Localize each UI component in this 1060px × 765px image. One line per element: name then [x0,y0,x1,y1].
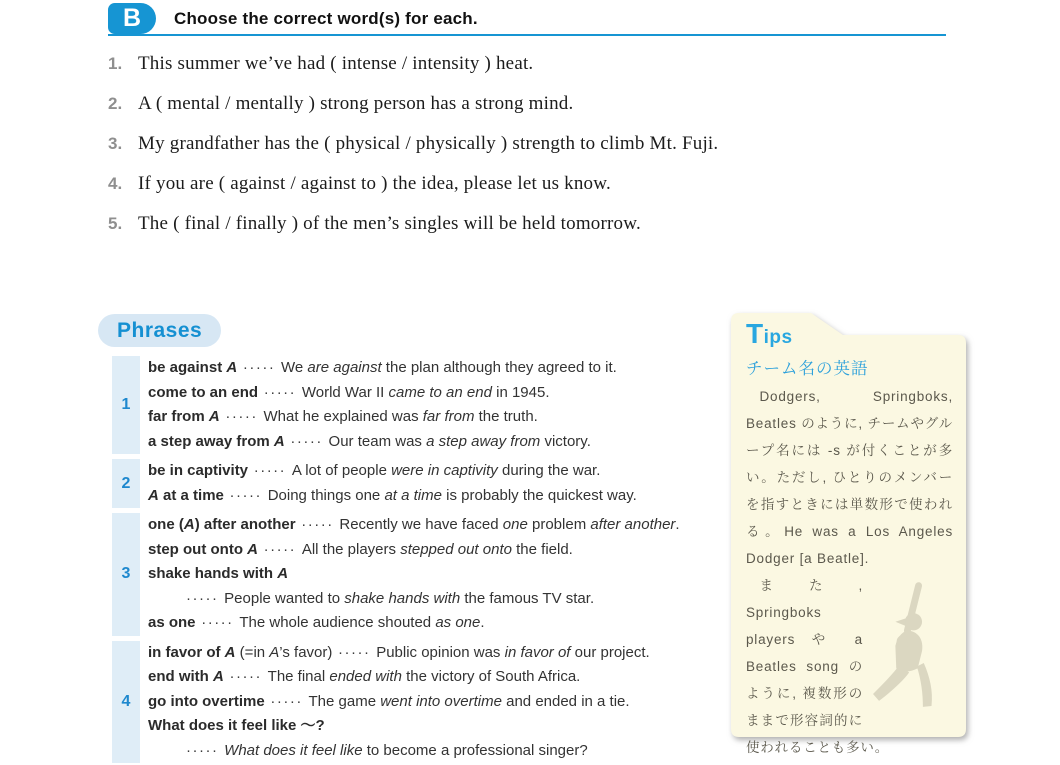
exercise-item-text: The ( final / finally ) of the men’s singles will be held tomorrow. [138,213,641,234]
exercise-item-text: This summer we’ve had ( intense / intensity ) heat. [138,53,534,74]
phrase-line: What does it feel like ～? [148,717,325,734]
phrase-line: be in captivity ····· A lot of people were in captivity during the war. [148,462,601,479]
tips-title: チーム名の英語 [746,360,869,378]
exercise-item [108,173,968,201]
exercise-list [108,53,968,241]
exercise-item [108,213,968,241]
phrase-group [112,356,760,454]
exercise-item [108,133,968,161]
phrase-line: go into overtime ····· The game went into overtime and ended in a tie. [148,692,630,710]
phrase-line: step out onto A ····· All the players stepped out onto the field. [148,540,573,558]
phrase-line: ····· What does it feel like to become a professional singer? [186,741,588,759]
phrase-line: ····· People wanted to shake hands with the famous TV star. [186,589,595,607]
section-title: Choose the correct word(s) for each. [174,9,478,28]
phrase-group-number-strip [112,356,140,454]
phrase-group-number: 3 [121,565,131,583]
phrase-group-number-strip [112,459,140,508]
phrases-heading [98,314,221,347]
phrase-line: shake hands with A [148,565,289,582]
exercise-item [108,53,968,81]
phrase-group-number-strip [112,513,140,636]
phrase-line: as one ····· The whole audience shouted as one. [148,614,485,631]
exercise-item-number: 5. [108,214,123,233]
tips-paragraph: また, Springboks players や a Beatles song のように, 複数形のままで形容詞的に使われることも多い。 [746,578,889,755]
exercise-item-text: A ( mental / mentally ) strong person has a strong mind. [138,93,574,114]
phrase-group-number-strip [112,641,140,764]
tips-paragraph: Dodgers, Springboks, Beatles のように, チームやグループ名には -s が付くことが多い。ただし, ひとりのメンバーを指すときには単数形で使われる。He was a Los Angeles Dodger [a Beatle]. [746,389,953,566]
tips-label: Tips [746,318,793,349]
phrase-line: in favor of A (=in A’s favor) ····· Public opinion was in favor of our project. [148,643,650,661]
tips-body [746,383,953,761]
phrases-heading-label: Phrases [117,318,203,342]
phrases-list [112,356,760,763]
phrase-line: A at a time ····· Doing things one at a time is probably the quickest way. [148,486,637,504]
tips-box [731,313,973,755]
phrase-group-number: 2 [121,474,131,492]
phrase-line: far from A ····· What he explained was far from the truth. [148,408,538,425]
baseball-batter-icon [867,580,953,722]
exercise-item-text: My grandfather has the ( physical / physically ) strength to climb Mt. Fuji. [138,133,719,154]
exercise-item-number: 1. [108,54,123,73]
phrase-line: be against A ····· We are against the plan although they agreed to it. [148,359,617,376]
phrase-group-number: 1 [121,396,131,413]
phrase-line: come to an end ····· World War II came to an end in 1945. [148,383,550,401]
phrase-line: end with A ····· The final ended with the victory of South Africa. [148,668,581,685]
phrase-group [112,459,760,508]
exercise-item-number: 3. [108,134,123,153]
exercise-item-number: 4. [108,174,123,193]
phrase-group [112,513,760,636]
phrase-line: a step away from A ····· Our team was a step away from victory. [148,432,591,450]
section-underline [108,34,946,36]
exercise-item-text: If you are ( against / against to ) the idea, please let us know. [138,173,611,194]
exercise-item [108,93,968,121]
phrase-line: one (A) after another ····· Recently we have faced one problem after another. [148,516,680,533]
phrase-group [112,641,760,764]
section-b-badge: B [108,3,156,34]
phrase-group-number: 4 [121,692,131,710]
exercise-item-number: 2. [108,94,123,113]
